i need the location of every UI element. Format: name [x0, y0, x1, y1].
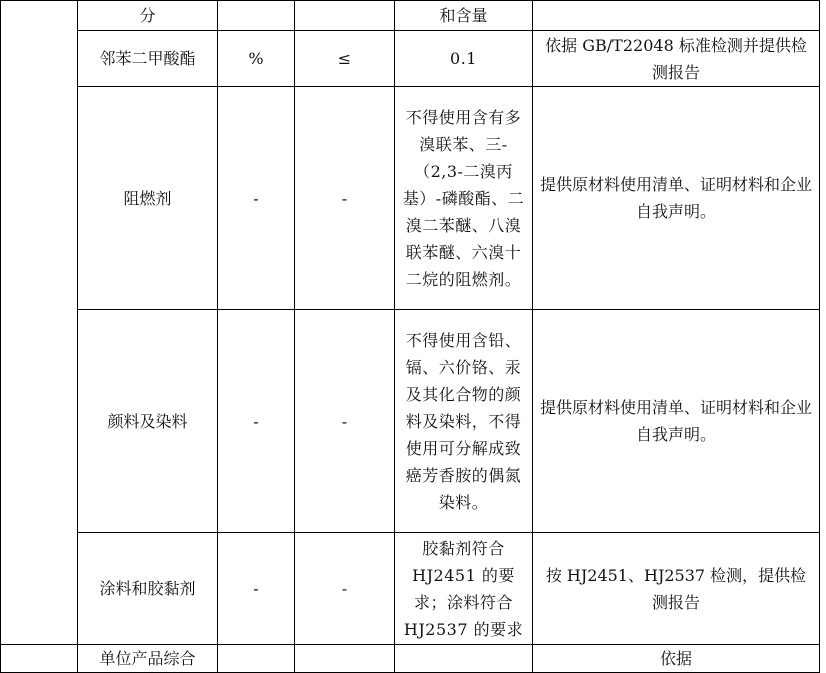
limit-value: 不得使用含有多溴联苯、三-（2,3-二溴丙基）-磷酸酯、二溴二苯醚、八溴联苯醚、六溴十二烷的阻燃剂。: [395, 87, 533, 310]
unit-value: -: [218, 87, 295, 310]
unit-value: -: [218, 310, 295, 533]
test-method: 提供原材料使用清单、证明材料和企业自我声明。: [533, 310, 820, 533]
header-unit-cell: [218, 1, 295, 31]
test-method: 依据: [533, 645, 820, 673]
table-row: [1, 310, 820, 533]
unit-value: -: [218, 533, 295, 645]
test-method: 依据 GB/T22048 标准检测并提供检测报告: [533, 31, 820, 87]
item-name: 单位产品综合: [78, 645, 218, 673]
table-row: [1, 87, 820, 310]
test-method: 提供原材料使用清单、证明材料和企业自我声明。: [533, 87, 820, 310]
header-operator-cell: [295, 1, 395, 31]
unit-value: [218, 645, 295, 673]
header-category-text: 分: [78, 1, 218, 31]
test-method: 按 HJ2451、HJ2537 检测，提供检测报告: [533, 533, 820, 645]
unit-value: %: [218, 31, 295, 87]
operator-value: [295, 645, 395, 673]
table-row: [1, 533, 820, 645]
operator-value: ≤: [295, 31, 395, 87]
table-row: [1, 31, 820, 87]
item-name: 阻燃剂: [78, 87, 218, 310]
item-name: 颜料及染料: [78, 310, 218, 533]
limit-value: 不得使用含铅、镉、六价铬、汞及其化合物的颜料及染料，不得使用可分解成致癌芳香胺的偶氮染料。: [395, 310, 533, 533]
operator-value: -: [295, 87, 395, 310]
header-limit-text: 和含量: [395, 1, 533, 31]
operator-value: -: [295, 533, 395, 645]
operator-value: -: [295, 310, 395, 533]
item-name: 涂料和胶黏剂: [78, 533, 218, 645]
category-column-cell: [1, 1, 78, 645]
header-method-cell: [533, 1, 820, 31]
next-category-cell: [1, 645, 78, 673]
table-row: [1, 1, 820, 31]
limit-value: 胶黏剂符合 HJ2451 的要求；涂料符合 HJ2537 的要求: [395, 533, 533, 645]
table-row: [1, 645, 820, 673]
limit-value: [395, 645, 533, 673]
item-name: 邻苯二甲酸酯: [78, 31, 218, 87]
limit-value: 0.1: [395, 31, 533, 87]
